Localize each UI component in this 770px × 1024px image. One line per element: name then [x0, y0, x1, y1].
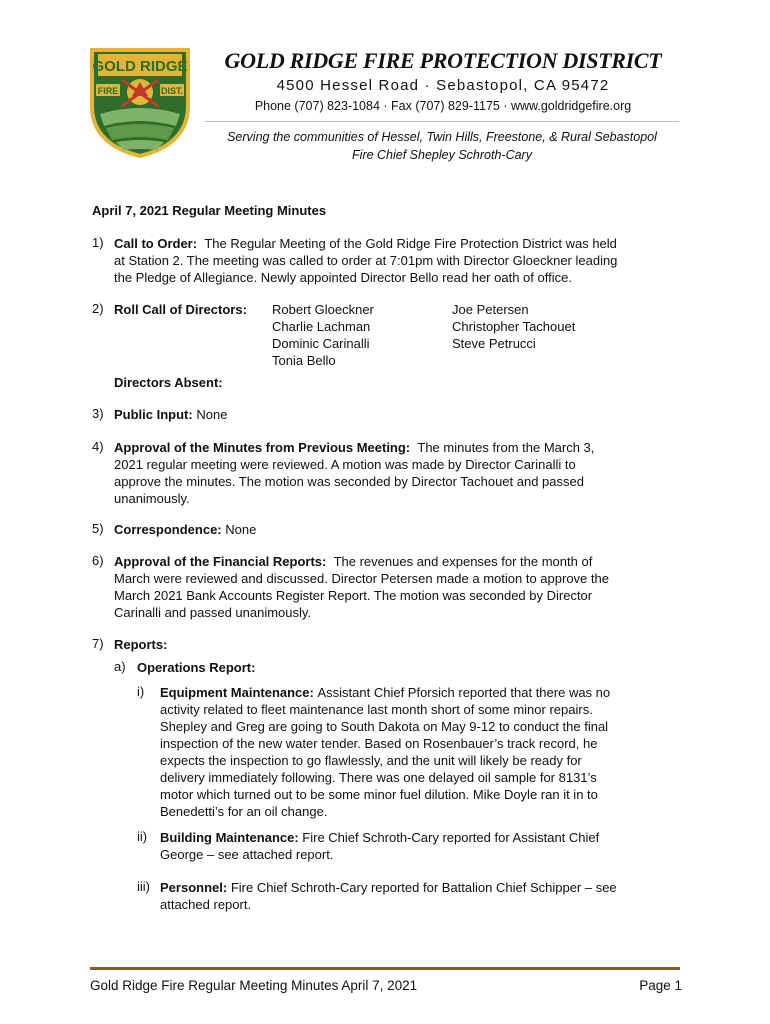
financial-reports — [114, 553, 674, 621]
director-name: Robert Gloeckner — [272, 302, 374, 317]
subitem-number: iii) — [137, 879, 150, 894]
text-line: Carinalli and passed unanimously. — [114, 605, 312, 620]
call-to-order-label: Call to Order: — [114, 236, 198, 251]
personnel — [160, 879, 670, 913]
text-line: Assistant Chief Pforsich reported that there was no — [317, 685, 611, 700]
header-divider — [205, 121, 679, 122]
text-line: attached report. — [160, 897, 252, 912]
item-number: 4) — [92, 439, 104, 454]
text-line: approve the minutes. The motion was seconded by Director Tachouet and passed — [114, 474, 584, 489]
director-name: Tonia Bello — [272, 353, 336, 368]
fire-chief-line: Fire Chief Shepley Schroth-Cary — [352, 148, 532, 162]
text-line: motor which turned out to be some minor fuel dilution. Mike Doyle ran it in to — [160, 787, 598, 802]
equipment-maintenance-label: Equipment Maintenance: — [160, 685, 314, 700]
text-line: March 2021 Bank Accounts Register Report. The motion was seconded by Director — [114, 588, 593, 603]
director-name: Steve Petrucci — [452, 336, 536, 351]
text-line: The revenues and expenses for the month of — [333, 554, 593, 569]
director-name: Dominic Carinalli — [272, 336, 370, 351]
logo-text-top: GOLD RIDGE — [92, 58, 188, 75]
item-number: 7) — [92, 636, 104, 651]
text-line: The minutes from the March 3, — [417, 440, 595, 455]
text-line: Benedetti’s for an oil change. — [160, 804, 328, 819]
item-number: 1) — [92, 235, 104, 250]
district-contact: Phone (707) 823-1084 · Fax (707) 829-1175 · www.goldridgefire.org — [254, 99, 632, 113]
text-line: activity related to fleet maintenance last month short of some minor repairs. — [160, 702, 593, 717]
equipment-maintenance — [160, 684, 670, 820]
page-number: Page 1 — [639, 978, 682, 993]
text-line: The Regular Meeting of the Gold Ridge Fire Protection District was held — [204, 236, 617, 251]
text-line: George – see attached report. — [160, 847, 334, 862]
text-line: expects the inspection to go flawlessly, and the unit will likely be ready for — [160, 753, 582, 768]
item-number: 6) — [92, 553, 104, 568]
approval-of-minutes — [114, 439, 674, 507]
operations-report-label: Operations Report: — [137, 660, 256, 675]
logo-text-right: DIST. — [160, 86, 184, 96]
directors-present-col2 — [452, 301, 575, 352]
public-input-value: None — [196, 407, 228, 422]
district-logo — [86, 44, 194, 158]
text-line: Fire Chief Schroth-Cary reported for Battalion Chief Schipper – see — [230, 880, 617, 895]
text-line: Shepley and Greg are going to South Dakota on May 9-12 to conduct the final — [160, 719, 609, 734]
district-address: 4500 Hessel Road · Sebastopol, CA 95472 — [276, 77, 610, 94]
director-name: Charlie Lachman — [272, 319, 371, 334]
text-line: unanimously. — [114, 491, 190, 506]
correspondence-value: None — [225, 522, 257, 537]
directors-present-col1 — [272, 301, 374, 369]
logo-text-left: FIRE — [97, 86, 119, 96]
director-name: Joe Petersen — [452, 302, 529, 317]
district-title: GOLD RIDGE FIRE PROTECTION DISTRICT — [224, 48, 662, 73]
item-number: 5) — [92, 521, 104, 536]
building-maintenance-label: Building Maintenance: — [160, 830, 299, 845]
footer-rule — [90, 967, 680, 970]
subitem-number: a) — [114, 659, 126, 674]
minutes-heading: April 7, 2021 Regular Meeting Minutes — [92, 203, 327, 218]
directors-absent-label: Directors Absent: — [114, 375, 223, 390]
text-line: at Station 2. The meeting was called to order at 7:01pm with Director Gloeckner leading — [114, 253, 618, 268]
item-number: 3) — [92, 406, 104, 421]
text-line: the Pledge of Allegiance. Newly appointed Director Bello read her oath of office. — [114, 270, 572, 285]
director-name: Christopher Tachouet — [452, 319, 576, 334]
public-input — [114, 406, 227, 423]
subitem-number: i) — [137, 684, 145, 699]
financial-reports-label: Approval of the Financial Reports: — [114, 554, 327, 569]
public-input-label: Public Input: — [114, 407, 193, 422]
text-line: Fire Chief Schroth-Cary reported for Assistant Chief — [302, 830, 600, 845]
building-maintenance — [160, 829, 670, 863]
text-line: inspection of the new water tender. Based on Rosenbauer’s track record, he — [160, 736, 598, 751]
correspondence — [114, 521, 256, 538]
serving-communities: Serving the communities of Hessel, Twin Hills, Freestone, & Rural Sebastopol — [227, 130, 657, 144]
footer-title: Gold Ridge Fire Regular Meeting Minutes April 7, 2021 — [90, 978, 418, 993]
subitem-number: ii) — [137, 829, 148, 844]
text-line: 2021 regular meeting were reviewed. A motion was made by Director Carinalli to — [114, 457, 576, 472]
correspondence-label: Correspondence: — [114, 522, 222, 537]
call-to-order — [114, 235, 674, 286]
item-number: 2) — [92, 301, 104, 316]
personnel-label: Personnel: — [160, 880, 228, 895]
text-line: March were reviewed and discussed. Director Petersen made a motion to approve the — [114, 571, 609, 586]
reports-label: Reports: — [114, 637, 168, 652]
roll-call-label: Roll Call of Directors: — [114, 302, 247, 317]
approval-of-minutes-label: Approval of the Minutes from Previous Meeting: — [114, 440, 411, 455]
text-line: delivery immediately following. There was one delayed oil sample for 8131’s — [160, 770, 597, 785]
